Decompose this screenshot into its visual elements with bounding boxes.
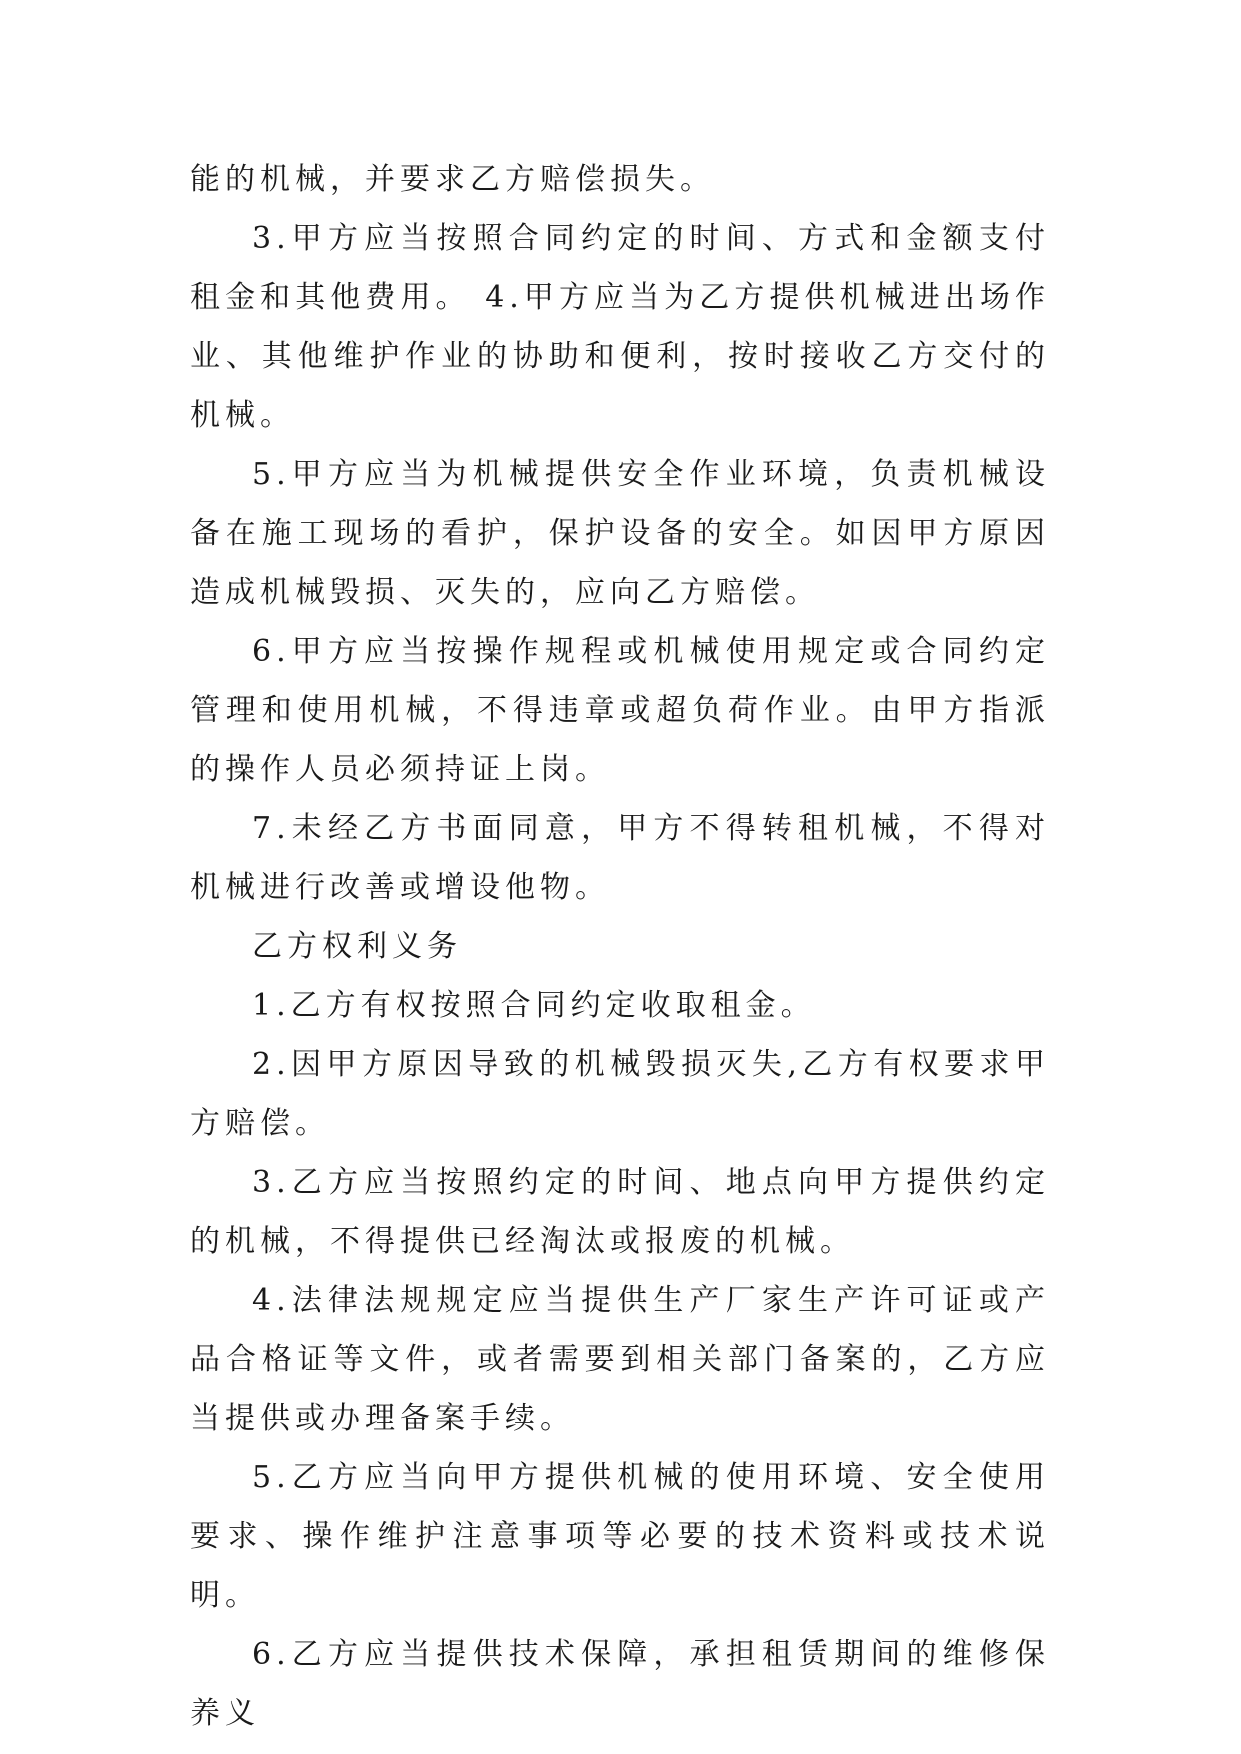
document-page xyxy=(190,150,1050,1743)
paragraph-12: 6.乙方应当提供技术保障，承担租赁期间的维修保养义 xyxy=(190,1637,1050,1731)
paragraph-8: 2.因甲方原因导致的机械毁损灭失,乙方有权要求甲方赔偿。 xyxy=(190,1047,1050,1141)
paragraph-7: 1.乙方有权按照合同约定收取租金。 xyxy=(252,988,816,1023)
paragraph-3: 5.甲方应当为机械提供安全作业环境，负责机械设备在施工现场的看护，保护设备的安全。如因甲方原因造成机械毁损、灭失的，应向乙方赔偿。 xyxy=(190,457,1050,610)
paragraph-1: 能的机械，并要求乙方赔偿损失。 xyxy=(190,162,715,197)
paragraph-11: 5.乙方应当向甲方提供机械的使用环境、安全使用要求、操作维护注意事项等必要的技术资料或技术说明。 xyxy=(190,1460,1050,1613)
paragraph-9: 3.乙方应当按照约定的时间、地点向甲方提供约定的机械，不得提供已经淘汰或报废的机械。 xyxy=(190,1165,1050,1259)
section-heading: 乙方权利义务 xyxy=(252,929,462,964)
paragraph-4: 6.甲方应当按操作规程或机械使用规定或合同约定管理和使用机械，不得违章或超负荷作业。由甲方指派的操作人员必须持证上岗。 xyxy=(190,634,1050,787)
paragraph-5: 7.未经乙方书面同意，甲方不得转租机械，不得对机械进行改善或增设他物。 xyxy=(190,811,1050,905)
paragraph-2: 3.甲方应当按照合同约定的时间、方式和金额支付租金和其他费用。 4.甲方应当为乙方提供机械进出场作业、其他维护作业的协助和便利，按时接收乙方交付的机械。 xyxy=(190,221,1050,433)
paragraph-10: 4.法律法规规定应当提供生产厂家生产许可证或产品合格证等文件，或者需要到相关部门备案的，乙方应当提供或办理备案手续。 xyxy=(190,1283,1050,1436)
